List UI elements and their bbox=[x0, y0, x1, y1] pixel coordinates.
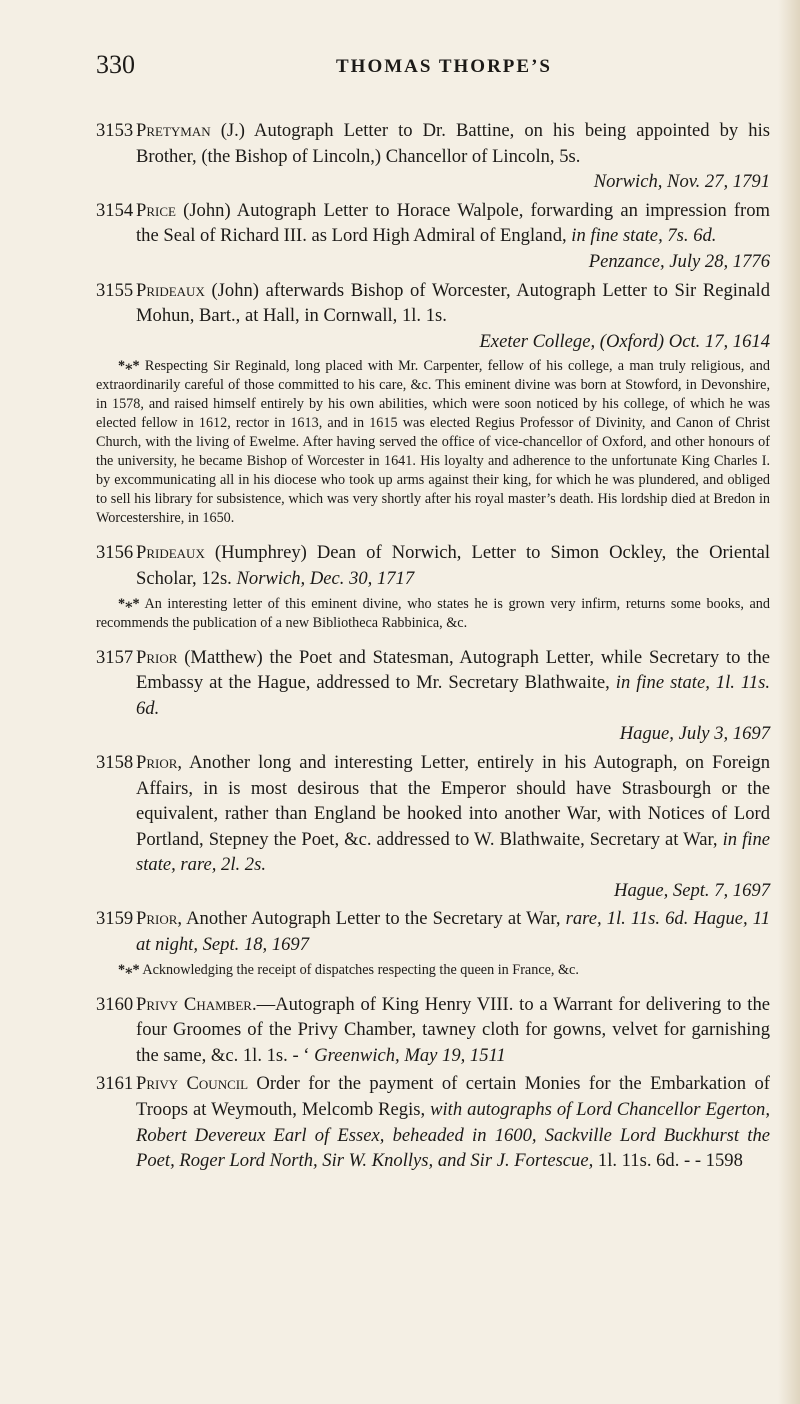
entry-note bbox=[96, 357, 770, 528]
entry-number: 3154 bbox=[96, 199, 134, 221]
entry-place-date: Greenwich, May 19, 1511 bbox=[309, 1044, 506, 1066]
entry-number: 3158 bbox=[96, 751, 134, 773]
entry-name: Privy Chamber bbox=[136, 993, 252, 1015]
note-text: An interesting letter of this eminent divine, who states he is grown very infirm, returns some books, and recommends the publication of a new Bibliotheca Rabbinica, &c. bbox=[96, 595, 770, 631]
entry-description: (Humphrey) Dean of Norwich, Letter to Simon Ockley, the Oriental Scholar, 12s. bbox=[136, 542, 770, 589]
entry-condition-price: in fine state, rare, 2l. 2s. bbox=[136, 828, 770, 876]
catalogue-entry bbox=[96, 750, 770, 904]
catalogue-content bbox=[96, 118, 770, 1177]
entry-name: Prideaux bbox=[136, 279, 205, 301]
entry-description: Order for the payment of certain Monies for the Embarkation of Troops at Weymouth, Melcomb Regis, bbox=[136, 1073, 770, 1121]
page-header bbox=[96, 50, 760, 90]
page-edge-shadow bbox=[778, 0, 800, 1404]
entry-number: 3160 bbox=[96, 993, 134, 1015]
entry-name: Pretyman bbox=[136, 120, 211, 141]
entry-number: 3159 bbox=[96, 908, 134, 930]
entry-description: .—Autograph of King Henry VIII. to a Warrant for delivering to the four Groomes of the Privy Chamber, tawney cloth for gowns, velvet for garnishing the same, &c. 1l. 1s. - ‘ bbox=[136, 993, 770, 1066]
entry-number: 3153 bbox=[96, 120, 134, 141]
entry-description: , Another long and interesting Letter, entirely in his Autograph, on Foreign Affairs, in is most desirous that the Emperor should have Strasbourgh or the equivalent, rather than England be hooked into another War, with Notices of Lord Portland, Stepney the Poet, &c. addressed to W. Blathwaite, Secretary at War, bbox=[136, 751, 770, 850]
entry-name: Prior bbox=[136, 646, 178, 668]
catalogue-entry bbox=[96, 992, 770, 1069]
catalogue-entry bbox=[96, 540, 770, 591]
catalogue-entry bbox=[96, 1071, 770, 1173]
note-marker: *⁎* bbox=[118, 961, 140, 978]
catalogue-entry bbox=[96, 278, 770, 355]
entry-description: (J.) Autograph Letter to Dr. Battine, on his being appointed by his Brother, (the Bishop of Lincoln,) Chancellor of Lincoln, 5s. bbox=[136, 120, 770, 167]
entry-place-date: Penzance, July 28, 1776 bbox=[588, 250, 770, 272]
entry-name: Price bbox=[136, 199, 176, 221]
entry-description: , Another Autograph Letter to the Secretary at War, bbox=[177, 908, 561, 930]
catalogue-entry bbox=[96, 906, 770, 957]
page-number: 330 bbox=[96, 50, 135, 79]
entry-place-date: Hague, Sept. 7, 1697 bbox=[614, 879, 770, 901]
entry-note bbox=[96, 595, 770, 633]
entry-condition-price: in fine state, 1l. 11s. 6d. bbox=[136, 672, 771, 719]
entry-name: Privy Council bbox=[136, 1073, 249, 1095]
note-text: Acknowledging the receipt of dispatches respecting the queen in France, &c. bbox=[139, 961, 579, 978]
entry-place-date: Exeter College, (Oxford) Oct. 17, 1614 bbox=[479, 330, 770, 352]
entry-condition-price: in fine state, 7s. 6d. bbox=[566, 225, 717, 247]
catalogue-entry bbox=[96, 645, 770, 747]
entry-number: 3157 bbox=[96, 646, 134, 668]
entry-condition-price: rare, 1l. 11s. 6d. bbox=[560, 908, 689, 930]
entry-name: Prior bbox=[136, 908, 178, 930]
entry-place-date: Hague, July 3, 1697 bbox=[619, 723, 770, 745]
entry-description: (John) Autograph Letter to Horace Walpole, forwarding an impression from the Seal of Richard III. as Lord High Admiral of England, bbox=[136, 199, 770, 247]
entry-place-date: Norwich, Dec. 30, 1717 bbox=[231, 567, 415, 589]
entry-autographs: with autographs of Lord Chancellor Egerton, Robert Devereux Earl of Essex, beheaded in 1600, Sackville Lord Buckhurst the Poet, Roger Lord North, Sir W. Knollys, and Sir J. Fortescue, bbox=[136, 1099, 770, 1172]
entry-name: Prideaux bbox=[136, 542, 205, 564]
note-marker: *⁎* bbox=[118, 358, 140, 375]
entry-place-date: Hague, 11 at night, Sept. 18, 1697 bbox=[136, 908, 770, 956]
entry-name: Prior bbox=[136, 751, 178, 773]
note-text: Respecting Sir Reginald, long placed with Mr. Carpenter, fellow of his college, a man truly religious, and extraordinarily careful of those committed to his care, &c. This eminent divine was born at Stowford, in Devonshire, in 1578, and raised himself entirely by his own abilities, which were soon noticed by his college, of which he was elected fellow in 1612, rector in 1613, and in 1615 was elected Regius Professor of Divinity, and Canon of Christ Church, with the living of Ewelme. After having served the office of vice-chancellor of Oxford, and other honours of the university, he became Bishop of Worcester in 1641. His loyalty and adherence to the unfortunate King Charles I. by excommunicating all in his diocese who took up arms against their king, for which he was plundered, and obliged to sell his library for subsistence, which was very shortly after his royal master’s death. His lordship died at Bredon in Worcestershire, in 1650. bbox=[96, 358, 770, 527]
catalogue-entry bbox=[96, 198, 770, 275]
note-marker: *⁎* bbox=[118, 595, 140, 612]
entry-number: 3161 bbox=[96, 1073, 134, 1095]
entry-note bbox=[96, 961, 770, 980]
entry-place-date: Norwich, Nov. 27, 1791 bbox=[593, 171, 770, 193]
catalogue-entry bbox=[96, 118, 770, 195]
entry-price-date: 1l. 11s. 6d. - - 1598 bbox=[593, 1150, 743, 1172]
entry-description: (Matthew) the Poet and Statesman, Autograph Letter, while Secretary to the Embassy at the Hague, addressed to Mr. Secretary Blathwaite, bbox=[136, 646, 770, 694]
entry-number: 3156 bbox=[96, 542, 134, 564]
entry-description: (John) afterwards Bishop of Worcester, Autograph Letter to Sir Reginald Mohun, Bart., at Hall, in Cornwall, 1l. 1s. bbox=[136, 279, 770, 327]
entry-number: 3155 bbox=[96, 279, 134, 301]
running-head: THOMAS THORPE’S bbox=[336, 56, 552, 77]
